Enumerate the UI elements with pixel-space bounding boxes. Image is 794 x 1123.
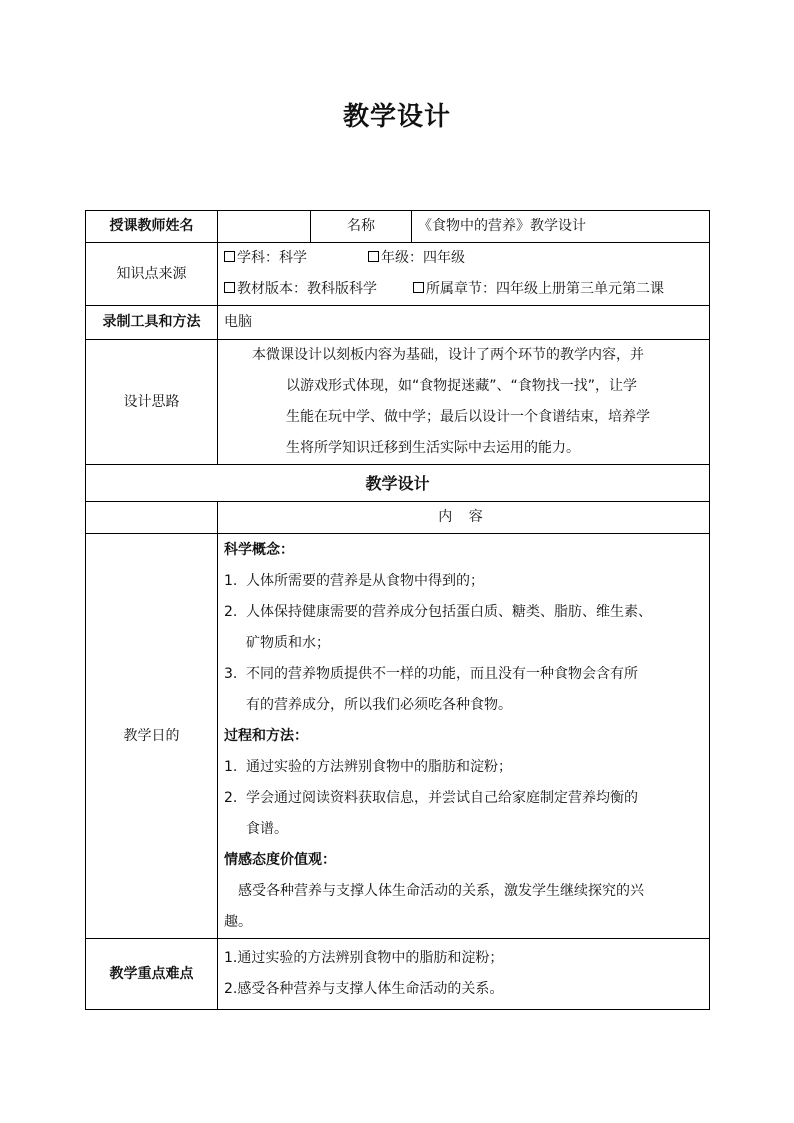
concept-heading: 科学概念： — [224, 541, 294, 558]
checkbox-icon — [224, 282, 235, 293]
lesson-design-table — [85, 210, 710, 1010]
course-name-value: 《食物中的营养》教学设计 — [412, 211, 710, 243]
list-item: 2. 人体保持健康需要的营养成分包括蛋白质、糖类、脂肪、维生素、 矿物质和水； — [224, 603, 652, 651]
grade-option: 年级：四年级 — [368, 243, 465, 274]
keys-row — [86, 939, 710, 1010]
edition-option: 教材版本：教科版科学 — [224, 274, 413, 305]
tool-value: 电脑 — [218, 306, 710, 340]
list-item: 1. 人体所需要的营养是从食物中得到的； — [224, 572, 484, 589]
chapter-option: 所属章节：四年级上册第三单元第二课 — [413, 274, 664, 305]
content-header-row — [86, 502, 710, 534]
list-item: 3. 不同的营养物质提供不一样的功能，而且没有一种食物会含有所 有的营养成分，所以我们必须吃各种食物。 — [224, 665, 638, 713]
list-item: 2. 学会通过阅读资料获取信息，并尝试自己给家庭制定营养均衡的 食谱。 — [224, 789, 638, 837]
tool-label: 录制工具和方法 — [86, 306, 218, 340]
emotion-text-cont: 趣。 — [224, 913, 252, 930]
source-row — [86, 243, 710, 306]
content-header-blank — [86, 502, 218, 534]
keys-label: 教学重点难点 — [86, 939, 218, 1010]
checkbox-icon — [413, 282, 424, 293]
process-heading: 过程和方法： — [224, 727, 308, 744]
section-row — [86, 465, 710, 502]
idea-text: 本微课设计以刻板内容为基础，设计了两个环节的教学内容，并 以游戏形式体现，如“食物捉迷藏”、“食物找一找”，让学 生能在玩中学、做中学；最后以设计一个食谱结束，培养学 生将所学知识迁移到生活实际中去运用的能力。 — [218, 340, 710, 465]
subject-option: 学科：科学 — [224, 243, 368, 274]
emotion-text: 感受各种营养与支撑人体生命活动的关系，激发学生继续探究的兴 — [238, 882, 644, 899]
checkbox-icon — [368, 251, 379, 262]
teacher-name-value — [218, 211, 311, 243]
page-title: 教学设计 — [342, 102, 451, 132]
idea-label: 设计思路 — [86, 340, 218, 465]
goals-row — [86, 534, 710, 939]
teacher-row — [86, 211, 710, 243]
source-label: 知识点来源 — [86, 243, 218, 306]
list-item: 1. 通过实验的方法辨别食物中的脂肪和淀粉； — [224, 758, 512, 775]
section-title: 教学设计 — [86, 465, 710, 502]
emotion-heading: 情感态度价值观： — [224, 851, 336, 868]
goals-label: 教学日的 — [86, 534, 218, 939]
content-header: 内 容 — [218, 502, 710, 534]
idea-row — [86, 340, 710, 465]
keys-content: 1.通过实验的方法辨别食物中的脂肪和淀粉； 2.感受各种营养与支撑人体生命活动的关系。 — [218, 939, 710, 1010]
teacher-name-label: 授课教师姓名 — [86, 211, 218, 243]
source-options — [218, 243, 710, 306]
goals-content — [218, 534, 710, 939]
course-name-label: 名称 — [311, 211, 412, 243]
checkbox-icon — [224, 251, 235, 262]
tool-row — [86, 306, 710, 340]
